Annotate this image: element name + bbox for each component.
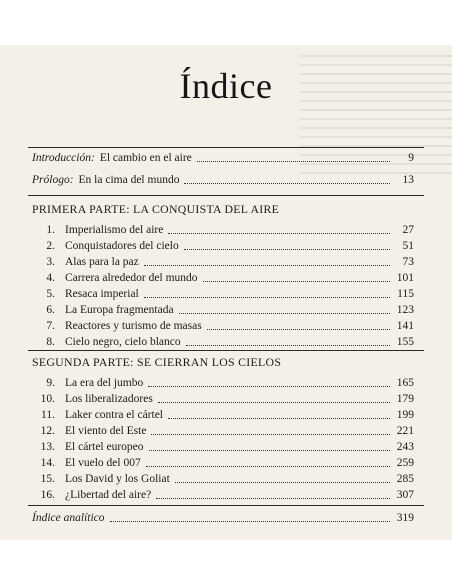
entry-page-number: 179 [396, 393, 414, 405]
entry-page-number: 27 [402, 224, 414, 236]
toc-entry-introduction[interactable] [32, 151, 414, 165]
chapter-number: 11. [41, 409, 55, 421]
entry-prefix: Introducción: [32, 152, 95, 164]
entry-label: El vuelo del 007 [65, 457, 141, 469]
entry-label: El viento del Este [65, 425, 147, 437]
dot-leader [146, 456, 390, 467]
dot-leader [110, 511, 391, 522]
entry-label: Reactores y turismo de masas [65, 320, 202, 332]
toc-entry-prologue[interactable] [32, 173, 414, 187]
entry-label: Los liberalizadores [65, 393, 153, 405]
toc-entry-chapter[interactable] [38, 456, 414, 470]
entry-label: Cielo negro, cielo blanco [65, 336, 181, 348]
section-rule [28, 350, 424, 351]
entry-page-number: 9 [408, 152, 414, 164]
toc-entry-chapter[interactable] [38, 488, 414, 502]
chapter-number: 13. [40, 441, 55, 453]
toc-entry-chapter[interactable] [38, 287, 414, 301]
entry-page-number: 199 [396, 409, 414, 421]
toc-entry-chapter[interactable] [38, 376, 414, 390]
dot-leader [179, 303, 390, 314]
toc-entry-chapter[interactable] [38, 408, 414, 422]
entry-page-number: 243 [396, 441, 414, 453]
dot-leader [168, 223, 390, 234]
chapter-number: 1. [46, 224, 55, 236]
entry-page-number: 319 [396, 512, 414, 524]
page-title: Índice [179, 66, 273, 106]
entry-label: Los David y los Goliat [65, 473, 170, 485]
toc-entry-chapter[interactable] [38, 472, 414, 486]
entry-label: Conquistadores del cielo [65, 240, 179, 252]
dot-leader [144, 255, 390, 266]
entry-prefix: Prólogo: [32, 174, 74, 186]
entry-page-number: 221 [396, 425, 414, 437]
dot-leader [156, 488, 390, 499]
chapter-number: 14. [40, 457, 55, 469]
toc-entry-chapter[interactable] [38, 271, 414, 285]
entry-page-number: 73 [402, 256, 414, 268]
entry-page-number: 13 [402, 174, 414, 186]
section-rule [28, 505, 424, 506]
dot-leader [207, 319, 390, 330]
entry-label: Índice analítico [32, 512, 105, 524]
chapter-number: 6. [46, 304, 55, 316]
dot-leader [148, 376, 390, 387]
entry-label: Imperialismo del aire [65, 224, 164, 236]
chapter-number: 3. [46, 256, 55, 268]
toc-entry-chapter[interactable] [38, 392, 414, 406]
dot-leader [184, 239, 390, 250]
dot-leader [203, 271, 390, 282]
book-page [0, 45, 452, 540]
entry-page-number: 285 [396, 473, 414, 485]
entry-label: Alas para la paz [65, 256, 139, 268]
toc-entry-chapter[interactable] [38, 303, 414, 317]
entry-page-number: 155 [396, 336, 414, 348]
entry-label: La Europa fragmentada [65, 304, 174, 316]
toc-entry-chapter[interactable] [38, 335, 414, 349]
toc-entry-chapter[interactable] [38, 440, 414, 454]
entry-label: El cártel europeo [65, 441, 144, 453]
entry-page-number: 51 [402, 240, 414, 252]
part-heading: PRIMERA PARTE: LA CONQUISTA DEL AIRE [32, 202, 280, 216]
section-rule [28, 195, 424, 196]
entry-label: Resaca imperial [65, 288, 139, 300]
toc-entry-index[interactable] [32, 511, 414, 525]
chapter-number: 4. [46, 272, 55, 284]
dot-leader [175, 472, 390, 483]
toc-entry-chapter[interactable] [38, 239, 414, 253]
dot-leader [149, 440, 390, 451]
entry-label: ¿Libertad del aire? [65, 489, 152, 501]
chapter-number: 9. [46, 377, 55, 389]
toc-entry-chapter[interactable] [38, 424, 414, 438]
part-heading: SEGUNDA PARTE: SE CIERRAN LOS CIELOS [32, 355, 282, 369]
chapter-number: 15. [40, 473, 55, 485]
chapter-number: 5. [46, 288, 55, 300]
entry-page-number: 307 [396, 489, 414, 501]
entry-label: En la cima del mundo [78, 174, 180, 186]
toc-entry-chapter[interactable] [38, 319, 414, 333]
top-rule [28, 147, 424, 148]
chapter-number: 7. [46, 320, 55, 332]
entry-page-number: 141 [396, 320, 414, 332]
entry-page-number: 259 [396, 457, 414, 469]
entry-page-number: 115 [397, 288, 414, 300]
dot-leader [168, 408, 390, 419]
chapter-number: 12. [40, 425, 55, 437]
entry-page-number: 101 [396, 272, 414, 284]
dot-leader [186, 335, 390, 346]
entry-label: El cambio en el aire [99, 152, 192, 164]
dot-leader [197, 151, 390, 162]
dot-leader [158, 392, 390, 403]
entry-label: La era del jumbo [65, 377, 144, 389]
dot-leader [184, 173, 390, 184]
chapter-number: 10. [40, 393, 55, 405]
dot-leader [151, 424, 390, 435]
entry-page-number: 123 [396, 304, 414, 316]
dot-leader [144, 287, 390, 298]
entry-label: Laker contra el cártel [65, 409, 164, 421]
entry-label: Carrera alrededor del mundo [65, 272, 198, 284]
entry-page-number: 165 [396, 377, 414, 389]
toc-entry-chapter[interactable] [38, 223, 414, 237]
chapter-number: 16. [40, 489, 55, 501]
chapter-number: 2. [46, 240, 55, 252]
chapter-number: 8. [46, 336, 55, 348]
toc-entry-chapter[interactable] [38, 255, 414, 269]
